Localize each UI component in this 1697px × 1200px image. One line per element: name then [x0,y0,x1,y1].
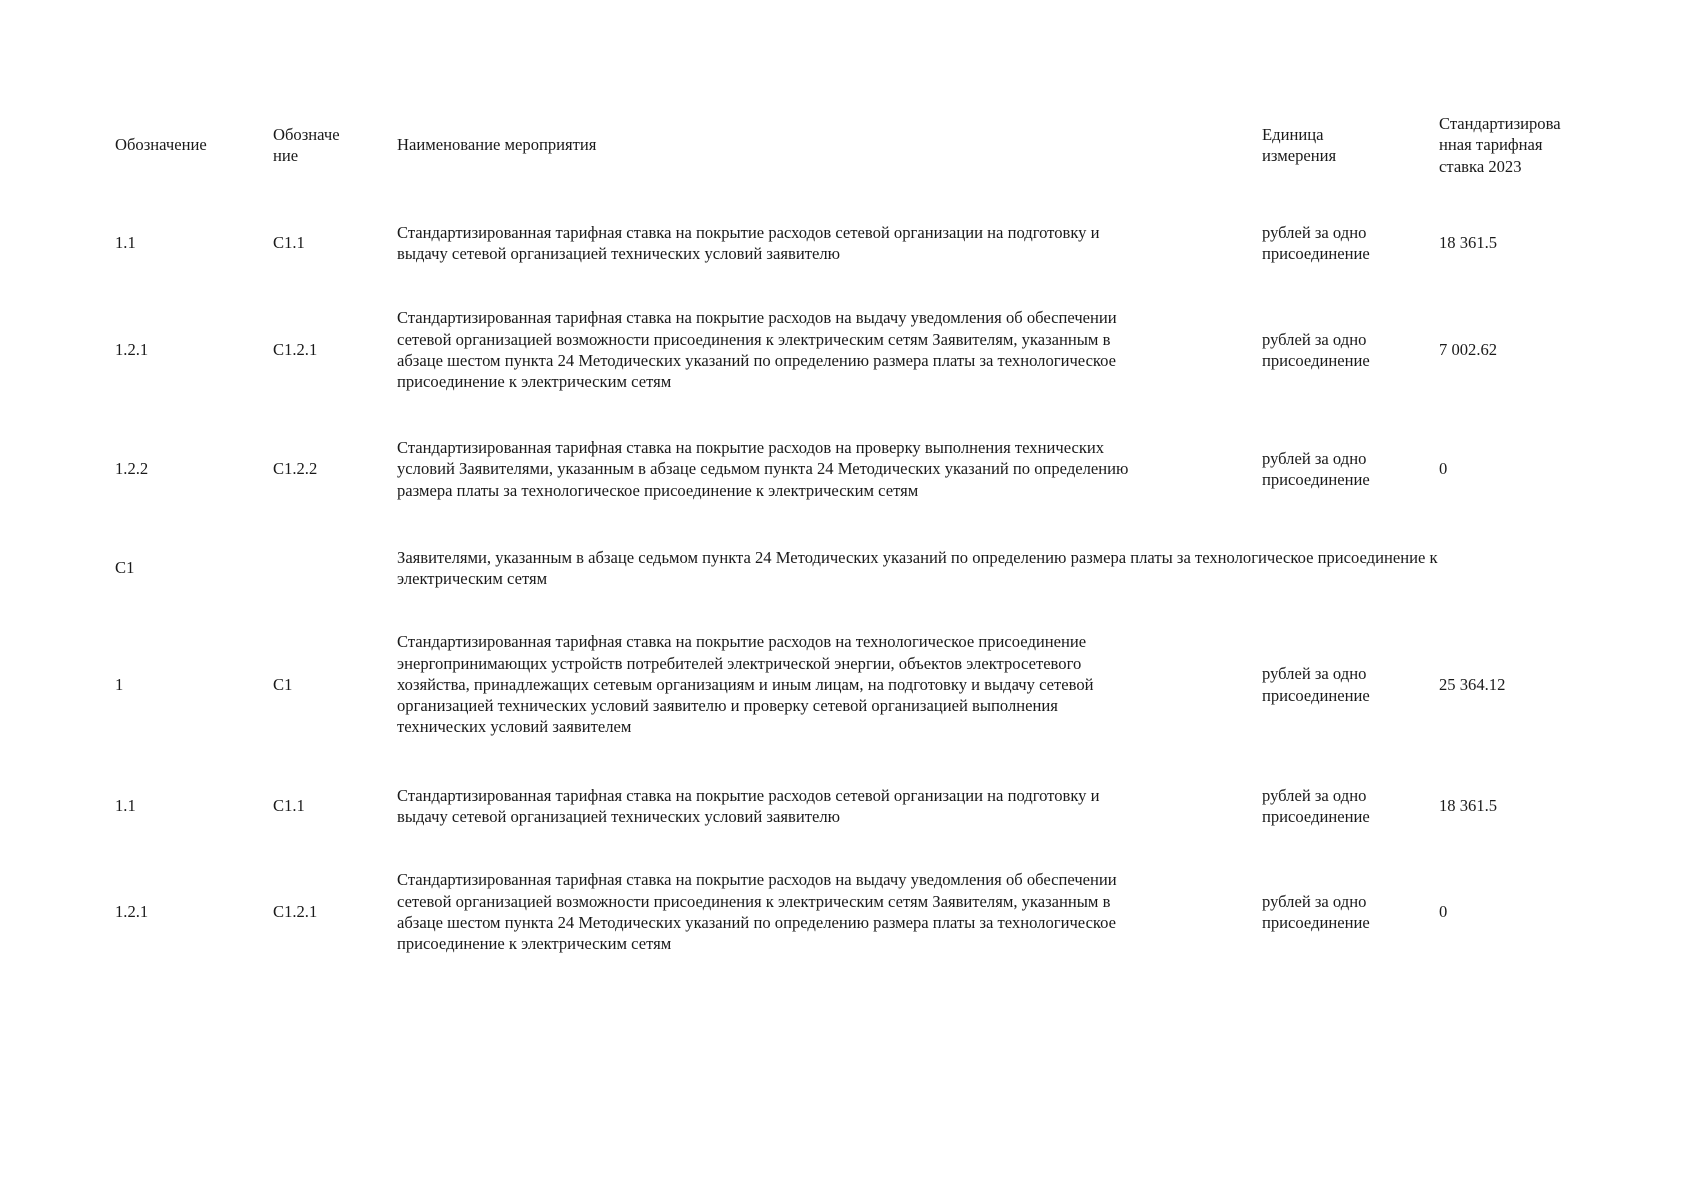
row-designation: С1.1 [273,796,305,816]
row-unit: рублей за одно присоединение [1262,329,1370,370]
table-row [0,543,1697,593]
header-event-name: Наименование мероприятия [397,135,597,155]
row-name: Стандартизированная тарифная ставка на покрытие расходов на выдачу уведомления об обеспечении сетевой организацией возможности присоединения к электрическим сетям Заявителям, указанным в абзаце шестом пункта 24 Методических указаний по определению размера платы за технологическое присоединение к электрическим сетям [397,308,1117,392]
row-unit: рублей за одно присоединение [1262,222,1370,263]
row-code: 1.2.1 [115,902,149,922]
row-unit: рублей за одно присоединение [1262,785,1370,826]
table-row [0,867,1697,957]
header-designation-short: Обозначе ние [273,124,340,165]
table-row [0,305,1697,395]
table-row [0,218,1697,268]
row-designation: С1.2.1 [273,340,318,360]
header-unit: Единица измерения [1262,124,1337,165]
row-code: 1 [115,674,124,694]
row-unit: рублей за одно присоединение [1262,448,1370,489]
row-code: 1.2.1 [115,340,149,360]
row-name: Стандартизированная тарифная ставка на покрытие расходов сетевой организации на подготовку и выдачу сетевой организацией технических условий заявителю [397,222,1100,263]
row-code: 1.1 [115,233,136,253]
header-designation: Обозначение [115,135,207,155]
row-code: 1.1 [115,796,136,816]
table-row [0,781,1697,831]
row-name: Стандартизированная тарифная ставка на покрытие расходов на технологическое присоединение энергопринимающих устройств потребителей электрической энергии, объектов электросетевого хозяйства, принадлежащих сетевым организациям и иным лицам, на подготовку и выдачу сетевой организацией технических условий заявителю и проверку сетевой организацией выполнения технических условий заявителем [397,632,1094,737]
row-designation [273,543,383,593]
table-header [0,110,1697,180]
row-name: Стандартизированная тарифная ставка на покрытие расходов на выдачу уведомления об обеспечении сетевой организацией возможности присоединения к электрическим сетям Заявителям, указанным в абзаце шестом пункта 24 Методических указаний по определению размера платы за технологическое присоединение к электрическим сетям [397,870,1117,954]
table-row [0,629,1697,740]
row-rate: 0 [1439,902,1448,922]
row-unit: рублей за одно присоединение [1262,891,1370,932]
row-designation: С1.2.1 [273,902,318,922]
row-rate: 18 361.5 [1439,233,1498,253]
row-designation: С1.2.2 [273,459,318,479]
row-rate: 7 002.62 [1439,340,1498,360]
row-code: 1.2.2 [115,459,149,479]
header-rate: Стандартизирова нная тарифная ставка 2023 [1439,114,1561,176]
row-designation: С1.1 [273,233,305,253]
row-rate: 0 [1439,459,1448,479]
row-name: Заявителями, указанным в абзаце седьмом пункта 24 Методических указаний по определению размера платы за технологическое присоединение к электрическим сетям [397,547,1438,588]
row-rate: 25 364.12 [1439,674,1506,694]
row-unit: рублей за одно присоединение [1262,664,1370,705]
table-row [0,434,1697,504]
row-code: С1 [115,558,135,578]
row-designation: С1 [273,674,293,694]
row-name: Стандартизированная тарифная ставка на покрытие расходов сетевой организации на подготовку и выдачу сетевой организацией технических условий заявителю [397,785,1100,826]
row-name: Стандартизированная тарифная ставка на покрытие расходов на проверку выполнения технических условий Заявителями, указанным в абзаце седьмом пункта 24 Методических указаний по определению размера платы за технологическое присоединение к электрическим сетям [397,438,1129,500]
row-rate: 18 361.5 [1439,796,1498,816]
